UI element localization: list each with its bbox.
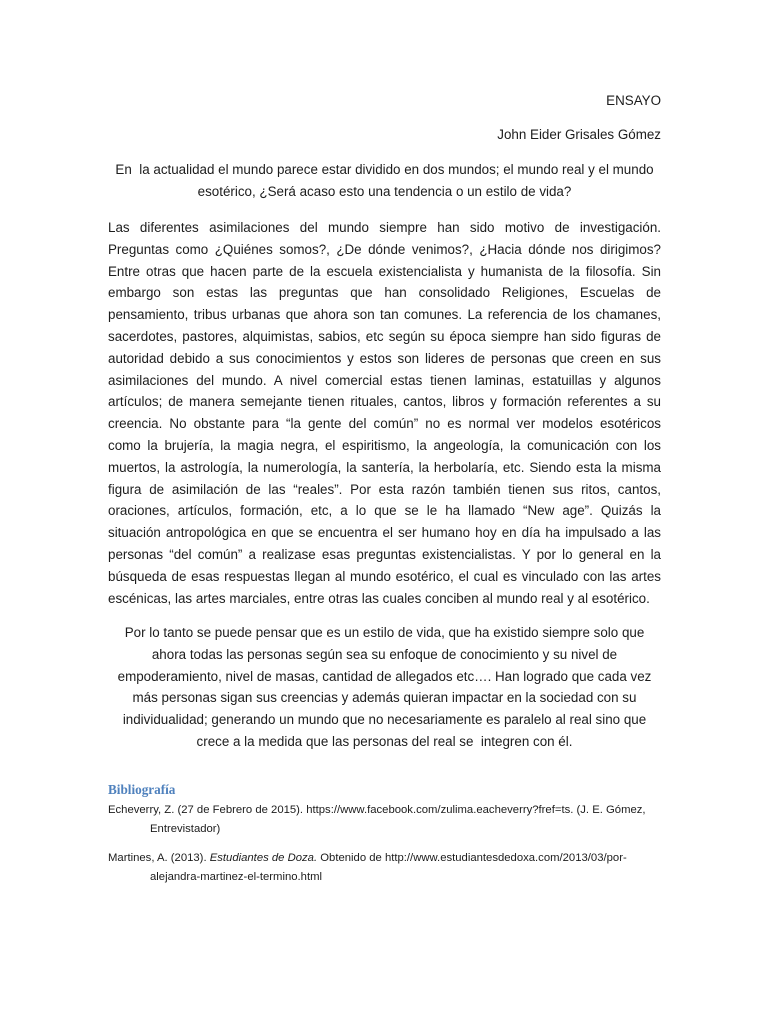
body-line: Las diferentes asimilaciones del mundo siempre han sido motivo de investigación. — [108, 220, 661, 235]
intro-line: En la actualidad el mundo parece estar dividido en dos mundos; el mundo real y el mundo — [115, 162, 654, 177]
author-name: John Eider Grisales Gómez — [497, 127, 661, 142]
essay-title: ENSAYO — [606, 93, 661, 108]
conclusion-line: ahora todas las personas según sea su enfoque de conocimiento y su nivel de — [151, 646, 618, 662]
intro-paragraph — [108, 159, 661, 203]
reference-line: Echeverry, Z. (27 de Febrero de 2015). https://www.facebook.com/zulima.eacheverry?fref=ts. (J. E. Gómez, — [108, 804, 646, 816]
body-line: escénicas, las artes marciales, entre otras las cuales conciben al mundo real y al esotérico. — [108, 590, 650, 606]
conclusion-line: más personas sigan sus creencias y además quieran impactar en la sociedad con su — [132, 690, 637, 706]
body-line: muertos, la astrología, la numerología, la santería, la herbolaría, etc. Siendo esta la misma — [108, 459, 661, 475]
conclusion-line: crece a la medida que las personas del real se integren con él. — [196, 733, 573, 749]
body-line: artículos; de manera semejante tienen rituales, cantos, libros y formación referentes a su — [108, 394, 661, 410]
intro-line: esotérico, ¿Será acaso esto una tendencia o un estilo de vida? — [197, 183, 572, 199]
bibliography-entry — [108, 849, 661, 886]
body-line: oraciones, artículos, formación, etc, a lo que se le ha llamado “New age”. Quizás la — [108, 503, 661, 519]
bibliography-heading: Bibliografía — [108, 782, 176, 797]
body-line: Entre otras que hacen parte de la escuela existencialista y humanista de la filosofía. Sin — [108, 263, 661, 279]
body-line: búsqueda de esas respuestas llegan al mundo esotérico, el cual es vinculado con las artes — [108, 568, 661, 584]
body-paragraph — [108, 217, 661, 609]
body-line: como la brujería, la magia negra, el espiritismo, la angeología, la comunicación con los — [108, 437, 661, 453]
body-line: situación antropológica en que se encuentra el ser humano hoy en día ha impulsado a las — [108, 525, 661, 541]
conclusion-line: Por lo tanto se puede pensar que es un estilo de vida, que ha existido siempre solo que — [124, 625, 645, 640]
reference-line: Entrevistador) — [150, 822, 221, 835]
reference-source: Obtenido de http://www.estudiantesdedoxa.com/2013/03/por- — [317, 852, 627, 864]
reference-author: Martines, A. (2013). — [108, 852, 210, 864]
reference-title: Estudiantes de Doza. — [209, 852, 318, 864]
body-line: Preguntas como ¿Quiénes somos?, ¿De dónde venimos?, ¿Hacia dónde nos dirigimos? — [108, 241, 661, 257]
body-line: creencia. No obstante para “la gente del común” no es normal ver modelos esotéricos — [108, 416, 661, 432]
bibliography-entry — [108, 801, 661, 838]
body-line: figura de asimilación de las “reales”. Por esta razón también tienen sus ritos, cantos, — [108, 481, 661, 497]
body-line: pensamiento, tribus urbanas que ahora son tan comunes. La referencia de los chamanes, — [108, 307, 661, 323]
body-line: embargo son estas las preguntas que han consolidado Religiones, Escuelas de — [108, 285, 661, 301]
body-line: asimilaciones del mundo. A nivel comercial estas tienen laminas, estatuillas y algunos — [108, 372, 661, 388]
reference-line: alejandra-martinez-el-termino.html — [150, 870, 323, 883]
conclusion-paragraph — [108, 622, 661, 753]
reference-line — [108, 849, 661, 868]
body-line: personas “del común” a realizase esas preguntas existencialistas. Y por lo general en la — [108, 546, 661, 562]
conclusion-line: empoderamiento, nivel de masas, cantidad de allegados etc…. Han logrado que cada vez — [117, 668, 652, 684]
conclusion-line: individualidad; generando un mundo que no necesariamente es paralelo al real sino que — [122, 712, 647, 728]
body-line: autoridad debido a sus conocimientos y estos son lideres de personas que creen en sus — [108, 350, 661, 366]
body-line: sacerdotes, pastores, alquimistas, sabios, etc según su época siempre han sido figuras de — [108, 328, 661, 344]
